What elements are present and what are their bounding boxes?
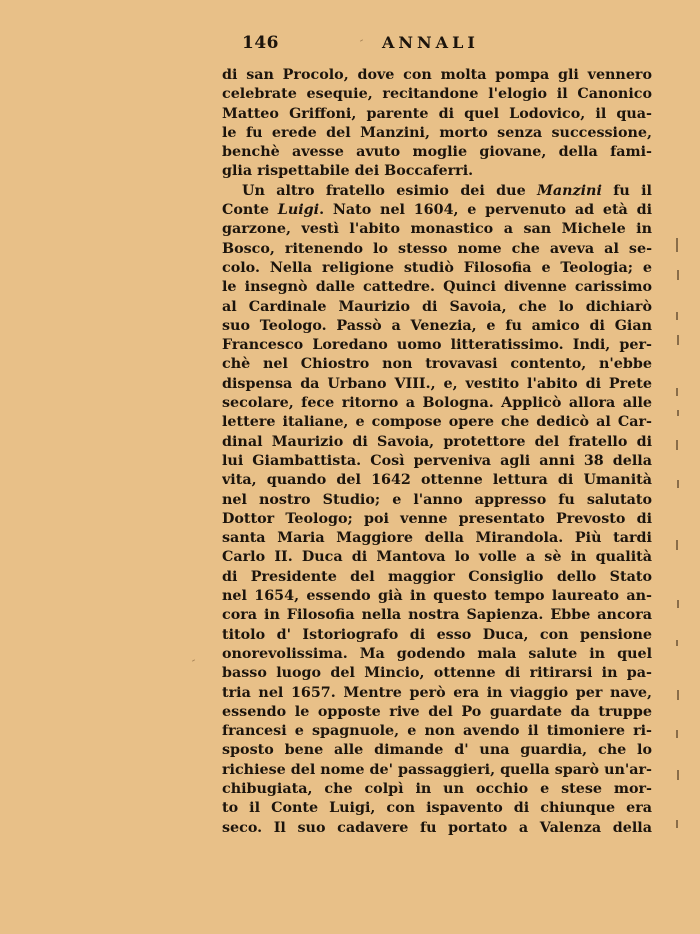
text-line: onorevolissima. Ma godendo mala salute in quel [222, 645, 652, 662]
text-line: Matteo Griffoni, parente di quel Lodovico, il qua- [222, 105, 652, 122]
text-line: glia rispettabile dei Boccaferri. [222, 163, 474, 180]
text-line: le insegnò dalle cattedre. Quinci divenne carissimo [222, 279, 652, 296]
text-line: Francesco Loredano uomo litteratissimo. Indi, per- [222, 337, 652, 354]
margin-mark [677, 690, 679, 700]
text-line: santa Maria Maggiore della Mirandola. Più tardi [222, 530, 652, 547]
margin-mark [676, 388, 678, 396]
text-line: chibugiata, che colpì in un occhio e stese mor- [222, 780, 652, 797]
text-line: Dottor Teologo; poi venne presentato Prevosto di [222, 510, 652, 527]
italic-name: Luigi [277, 202, 320, 219]
text-line: lui Giambattista. Così perveniva agli anni 38 della [222, 452, 652, 469]
text-line: cora in Filosofia nella nostra Sapienza. Ebbe ancora [222, 607, 652, 624]
margin-mark [676, 238, 678, 252]
margin-mark [676, 312, 678, 320]
text-line: dispensa da Urbano VIII., e, vestito l'abito di Prete [222, 375, 652, 392]
margin-mark [676, 820, 678, 828]
margin-mark [676, 440, 678, 450]
text-line: seco. Il suo cadavere fu portato a Valenza della [222, 819, 652, 836]
text-line: garzone, vestì l'abito monastico a san Michele in [222, 221, 652, 238]
text-line: Conte Luigi. Nato nel 1604, e pervenuto ad età di [222, 202, 652, 219]
margin-mark [677, 480, 679, 488]
text-line: Bosco, ritenendo lo stesso nome che aveva al se- [222, 240, 652, 257]
margin-mark [677, 335, 679, 345]
text-line: essendo le opposte rive del Po guardate da truppe [222, 703, 652, 720]
body-text [222, 66, 652, 838]
text-line: di Presidente del maggior Consiglio dello Stato [222, 568, 652, 585]
page-header [222, 33, 652, 57]
text-line: tria nel 1657. Mentre però era in viaggio per nave, [222, 684, 652, 701]
text-line: chè nel Chiostro non trovavasi contento, n'ebbe [222, 356, 652, 373]
margin-mark [676, 730, 678, 738]
text-line: secolare, fece ritorno a Bologna. Applicò allora alle [222, 395, 652, 412]
text-line: to il Conte Luigi, con ispavento di chiunque era [222, 800, 652, 817]
text-line: Un altro fratello esimio dei due Manzini fu il [242, 182, 652, 199]
text-line: sposto bene alle dimande d' una guardia, che lo [222, 742, 652, 759]
text-line: Carlo II. Duca di Mantova lo volle a sè in qualità [222, 549, 652, 566]
text-line: nel nostro Studio; e l'anno appresso fu salutato [222, 491, 652, 508]
italic-name: Manzini [537, 182, 602, 199]
margin-mark [676, 640, 678, 646]
margin-mark [677, 770, 679, 780]
margin-mark [677, 270, 679, 280]
text-line: celebrate esequie, recitandone l'elogio il Canonico [222, 86, 652, 103]
text-line: titolo d' Istoriografo di esso Duca, con pensione [222, 626, 652, 643]
text-line: nel 1654, essendo già in questo tempo laureato an- [222, 588, 652, 605]
margin-mark [677, 600, 679, 608]
running-head: ANNALI [382, 33, 479, 52]
text-line: francesi e spagnuole, e non avendo il timoniere ri- [222, 723, 652, 740]
text-line: dinal Maurizio di Savoia, protettore del fratello di [222, 433, 652, 450]
text-line: vita, quando del 1642 ottenne lettura di Umanità [222, 472, 652, 489]
text-line: lettere italiane, e compose opere che dedicò al Car- [222, 414, 652, 431]
text-line: di san Procolo, dove con molta pompa gli vennero [222, 67, 652, 83]
text-line: le fu erede del Manzini, morto senza successione, [222, 124, 652, 141]
text-line: benchè avesse avuto moglie giovane, della fami- [222, 144, 652, 161]
text-line: basso luogo del Mincio, ottenne di ritirarsi in pa- [222, 665, 652, 682]
paper-speck [192, 659, 195, 661]
text-line: suo Teologo. Passò a Venezia, e fu amico di Gian [222, 317, 652, 334]
text-line: al Cardinale Maurizio di Savoia, che lo dichiarò [222, 298, 652, 315]
margin-mark [676, 540, 678, 550]
margin-mark [677, 410, 679, 416]
text-line: richiese del nome de' passaggieri, quella sparò un'ar- [222, 761, 652, 778]
text-line: colo. Nella religione studiò Filosofia e Teologia; e [222, 259, 652, 276]
page-number: 146 [242, 33, 279, 53]
